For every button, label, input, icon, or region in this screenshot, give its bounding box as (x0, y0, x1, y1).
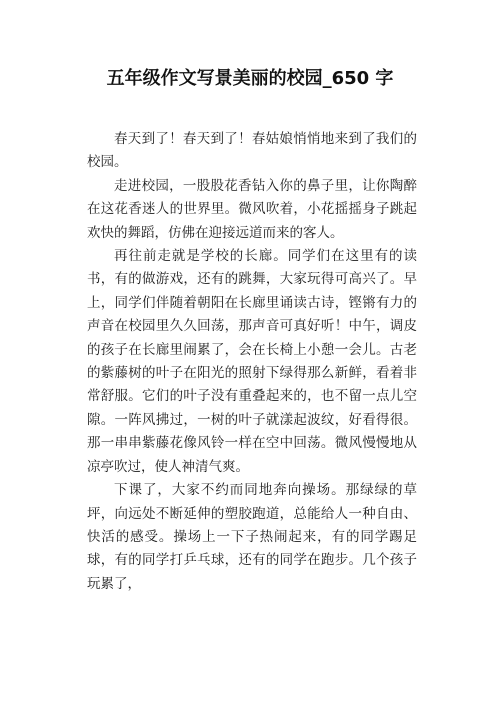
paragraph-2: 走进校园，一股股花香钻入你的鼻子里，让你陶醉在这花香迷人的世界里。微风吹着，小花摇摇身子跳起欢快的舞蹈，仿佛在迎接远道而来的客人。 (87, 177, 417, 241)
paragraph-3: 再往前走就是学校的长廊。同学们在这里有的读书，有的做游戏，还有的跳舞，大家玩得可高兴了。早上，同学们伴随着朝阳在长廊里诵读古诗，铿锵有力的声音在校园里久久回荡，那声音可真好听！中午，调皮的孩子在长廊里闹累了，会在长椅上小憩一会儿。古老的紫藤树的叶子在阳光的照射下绿得那么新鲜，看着非常舒服。它们的叶子没有重叠起来的，也不留一点儿空隙。一阵风拂过，一树的叶子就漾起波纹，好看得很。那一串串紫藤花像风铃一样在空中回荡。微风慢慢地从凉亭吹过，使人神清气爽。 (87, 248, 417, 475)
paragraph-1: 春天到了！春天到了！春姑娘悄悄地来到了我们的校园。 (87, 131, 417, 171)
paragraph-4: 下课了，大家不约而同地奔向操场。那绿绿的草坪，向远处不断延伸的塑胶跑道，总能给人一种自由、快活的感受。操场上一下子热闹起来，有的同学踢足球，有的同学打乒乓球，还有的同学在跑步。几个孩子玩累了， (87, 482, 417, 592)
document-body (87, 128, 417, 596)
document-title: 五年级作文写景美丽的校园_650 字 (106, 68, 394, 89)
